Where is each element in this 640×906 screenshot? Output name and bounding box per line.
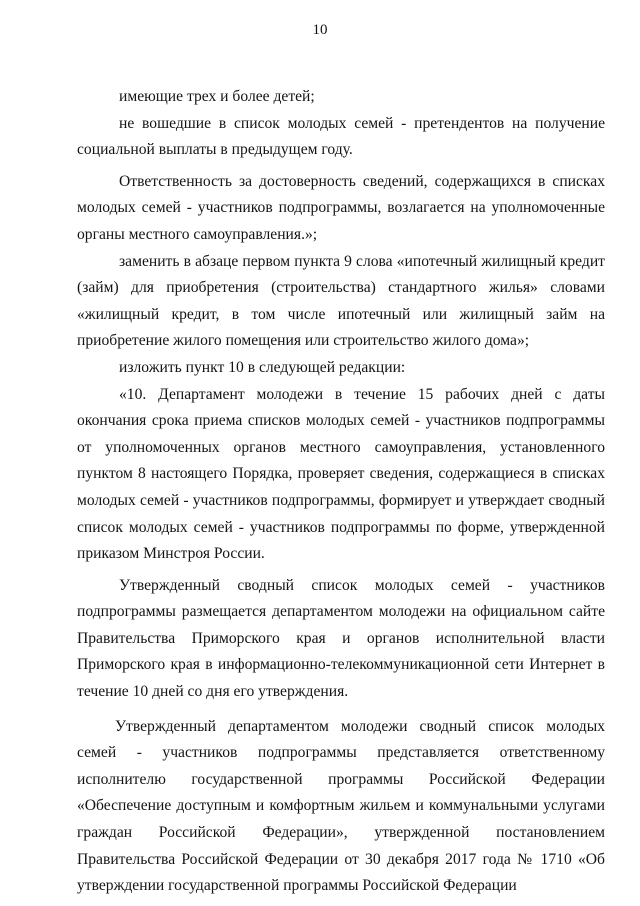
paragraph-4: заменить в абзаце первом пункта 9 слова «ипотечный жилищный кредит (займ) для приобретения (строительства) стандартного жилья» словами «жилищный кредит, в том числе ипотечный или жилищный займ на приобретение жилого помещения или строительство жилого дома»; xyxy=(77,252,605,350)
paragraph-1: имеющие трех и более детей; xyxy=(119,88,315,105)
paragraph-2: не вошедшие в список молодых семей - претендентов на получение социальной выплаты в предыдущем году. xyxy=(77,114,605,159)
paragraph-6: «10. Департамент молодежи в течение 15 рабочих дней с даты окончания срока приема списков молодых семей - участников подпрограммы от уполномоченных органов местного самоуправления, установленного пунктом 8 настоящего Порядка, проверяет сведения, содержащиеся в списках молодых семей - участников подпрограммы, формирует и утверждает сводный список молодых семей - участников подпрограммы по форме, утвержденной приказом Минстроя России. xyxy=(77,385,605,563)
document-body xyxy=(77,84,605,900)
paragraph-3: Ответственность за достоверность сведений, содержащихся в списках молодых семей - участников подпрограммы, возлагается на уполномоченные органы местного самоуправления.»; xyxy=(77,172,605,243)
paragraph-7: Утвержденный сводный список молодых семей - участников подпрограммы размещается департаментом молодежи на официальном сайте Правительства Приморского края и органов исполнительной власти Приморского края в информационно-телекоммуникационной сети Интернет в течение 10 дней со дня его утверждения. xyxy=(77,576,605,701)
page-number: 10 xyxy=(312,22,328,38)
paragraph-5: изложить пункт 10 в следующей редакции: xyxy=(119,358,406,376)
paragraph-8: Утвержденный департаментом молодежи сводный список молодых семей - участников подпрограммы представляется ответственному исполнителю государственной программы Российской Федерации «Обеспечение доступным и комфортным жильем и коммунальными услугами граждан Российской Федерации», утвержденной постановлением Правительства Российской Федерации от 30 декабря 2017 года № 1710 «Об утверждении государственной программы Российской Федерации xyxy=(77,717,605,895)
